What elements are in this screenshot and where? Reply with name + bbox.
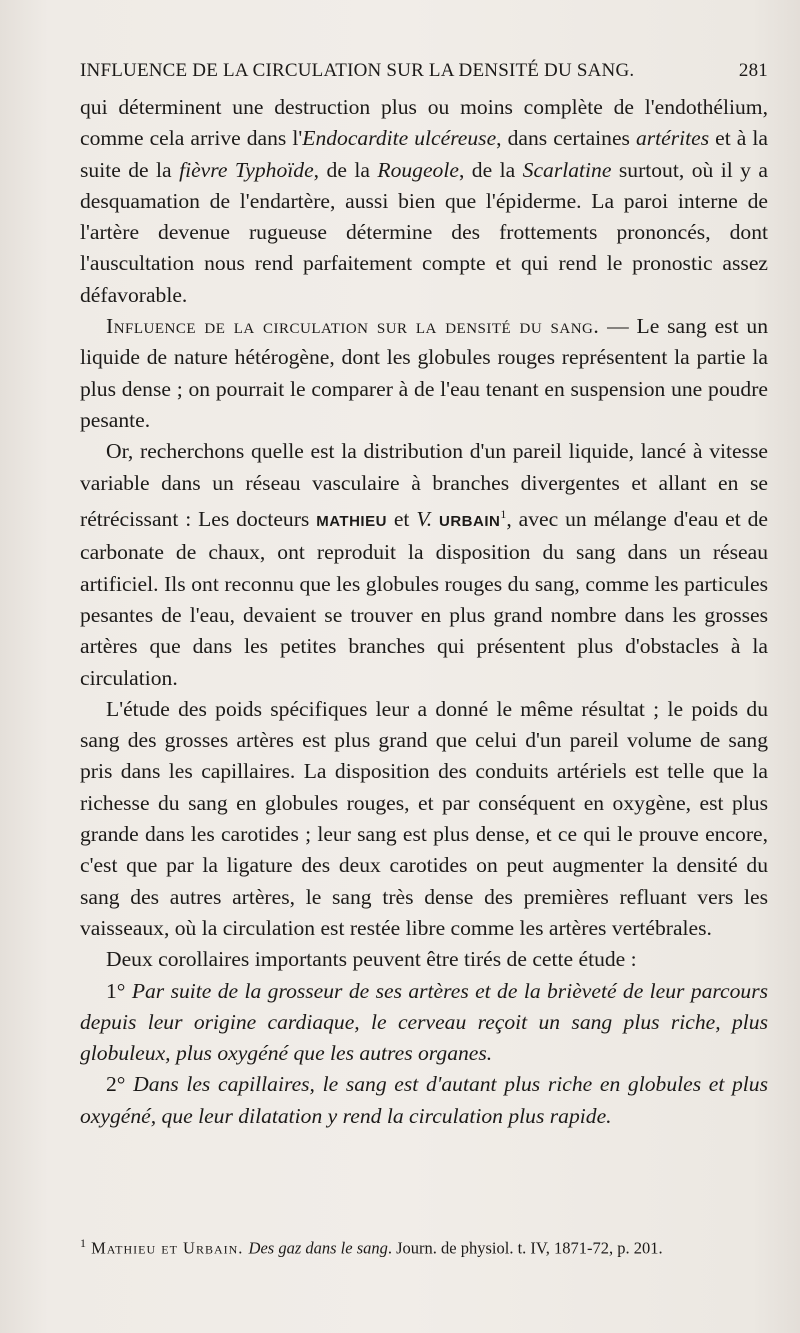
running-header — [80, 56, 768, 86]
text-run: , dans certaines — [496, 126, 636, 151]
corollary-number: 2° — [106, 1072, 126, 1097]
footnote-authors: Mathieu et Urbain. — [86, 1238, 249, 1258]
text-run: , avec un mélange d'eau et de carbonate de chaux, ont reproduit la disposition du sang dans un réseau artificiel. Ils ont reconnu que les globules rouges du sang, comme les particules pesantes de l'eau, devaient se trouver en plus grand nombre dans les grosses artères que dans les petites branches qui présentent plus d'obstacles à la circulation. — [80, 507, 768, 690]
paragraph-experiment — [80, 436, 768, 694]
text-run: — Le sang est un liquide de nature hétérogène, dont les globules rouges représentent la partie la plus dense ; on pourrait le comparer à de l'eau tenant en suspension une poudre pesante. — [80, 314, 768, 432]
paragraph-specific-weight — [80, 694, 768, 944]
text-run: qui déterminent une destruction plus ou moins complète de l'endothélium, comme cela arrive dans l' — [80, 95, 768, 151]
text-run: et à la suite de la — [80, 126, 768, 182]
text-run: L'étude des poids spécifiques leur a donné le même résultat ; le poids du sang des grosses artères est plus grand que celui d'un pareil volume de sang pris dans les capillaires. La disposition des conduits artériels est telle que la richesse du sang en globules rouges, et par conséquent en oxygène, est plus grande dans les carotides ; leur sang est plus dense, et ce qui le prouve encore, c'est que par la ligature des deux carotides on peut augmenter la densité du sang des autres artères, le sang très dense des premières refluant vers les vaisseaux, où la circulation est restée libre comme les artères vertébrales. — [80, 696, 768, 940]
text-run: , de la — [458, 157, 523, 182]
italic-term: artérites — [635, 126, 710, 151]
running-title: INFLUENCE DE LA CIRCULATION SUR LA DENSITÉ DU SANG. — [80, 60, 635, 81]
section-heading: Influence de la circulation sur la densité du sang. — [106, 314, 600, 339]
footnote-reference: . Journ. de physiol. t. IV, 1871-72, p. 201. — [387, 1238, 663, 1258]
italic-term: Endocardite ulcéreuse — [302, 126, 497, 151]
text-run: et — [386, 507, 417, 532]
footnote-marker: 1 — [500, 506, 507, 521]
italic-term: Scarlatine — [522, 157, 612, 182]
corollary-number: 1° — [106, 978, 126, 1003]
text-run: surtout, où il y a desquamation de l'endartère, aussi bien que l'épiderme. La paroi interne de l'artère devenue rugueuse détermine des frottements prononcés, dont l'auscultation nous rend parfaitement compte et qui rend le pronostic assez défavorable. — [80, 157, 769, 307]
author-initial: V. — [416, 507, 433, 532]
page-number: 281 — [738, 60, 768, 81]
italic-term: fièvre Typhoïde — [179, 157, 314, 182]
italic-term: Rougeole — [377, 157, 459, 182]
body-text — [80, 92, 768, 1132]
corollary-text: Par suite de la grosseur de ses artères et de la brièveté de leur parcours depuis leur origine cardiaque, le cerveau reçoit un sang plus riche, plus globuleux, plus oxygéné que les autres organes. — [80, 978, 768, 1066]
corollary-1 — [80, 976, 768, 1070]
text-run: , de la — [313, 157, 378, 182]
corollary-text: Dans les capillaires, le sang est d'autant plus riche en globules et plus oxygéné, que leur dilatation y rend la circulation plus rapide. — [80, 1072, 768, 1128]
paragraph-corollaries-intro — [80, 944, 768, 975]
text-run: Deux corollaires importants peuvent être tirés de cette étude : — [106, 947, 637, 972]
section-paragraph — [80, 311, 768, 436]
footnote-number: 1 — [80, 1236, 86, 1250]
footnote-title: Des gaz dans le sang — [248, 1238, 388, 1258]
paragraph-endothelium — [80, 92, 768, 311]
text-run: Or, recherchons quelle est la distribution d'un pareil liquide, lancé à vitesse variable dans un réseau vasculaire à branches divergentes et allant en se rétrécissant : Les docteurs — [80, 439, 768, 532]
author-name: URBAIN — [439, 513, 501, 531]
footnote — [80, 1232, 768, 1260]
author-name: MATHIEU — [316, 513, 387, 531]
corollary-2 — [80, 1069, 768, 1132]
